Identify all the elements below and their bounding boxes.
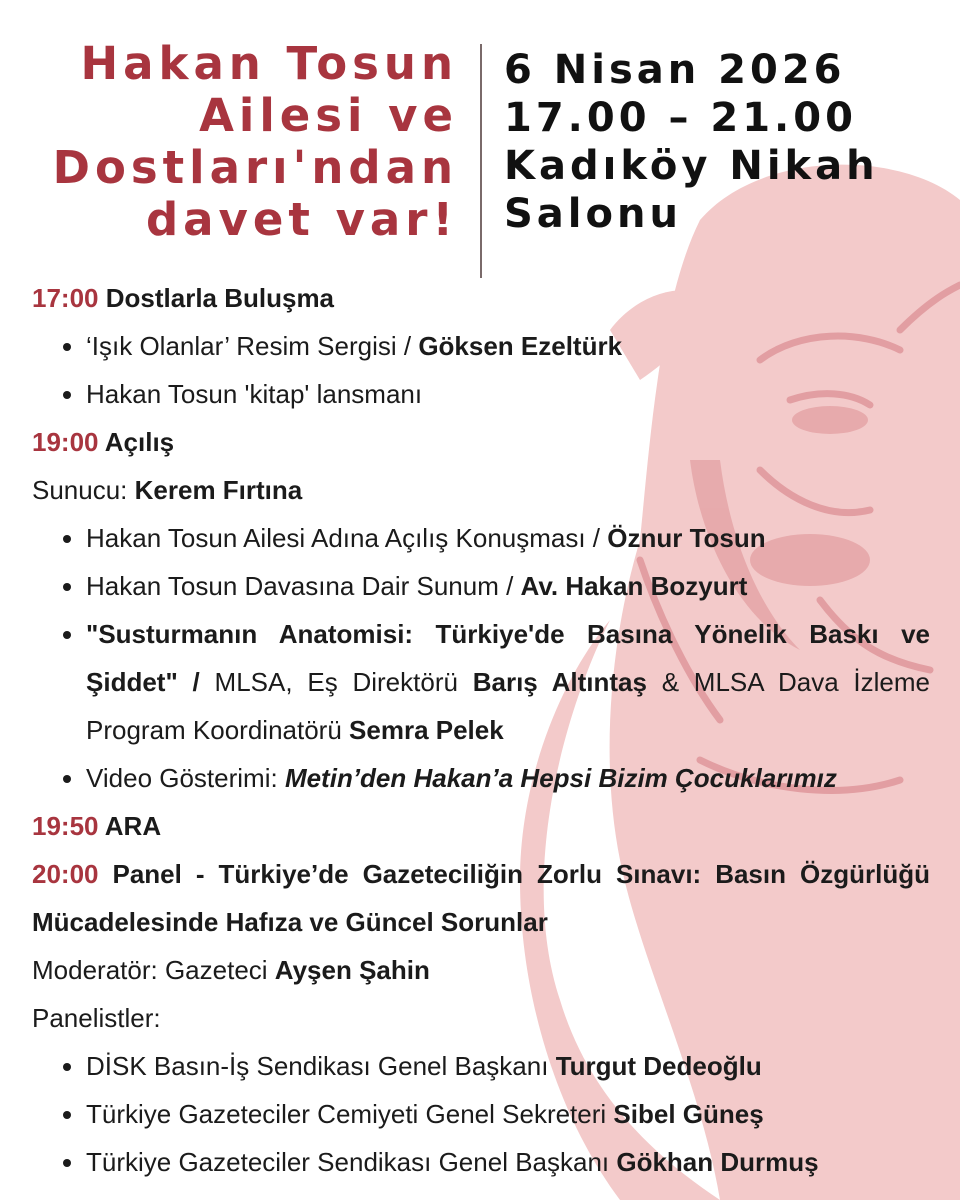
item-text: & MLSA Dava İzleme Program Koordinatörü: [86, 667, 930, 745]
program-time: 17:00: [32, 283, 106, 313]
invitation-title-line: Ailesi ve: [199, 89, 458, 142]
invitation-title-line: Dostları'ndan: [52, 141, 458, 194]
program-list: [32, 514, 930, 802]
item-text: Video Gösterimi:: [86, 763, 285, 793]
list-item: [86, 1138, 930, 1186]
item-text: Türkiye Gazeteciler Cemiyeti Genel Sekreteri: [86, 1099, 614, 1129]
program-heading: [32, 418, 930, 466]
event-venue-line: Kadıköy Nikah: [504, 143, 879, 189]
item-text: Hakan Tosun Ailesi Adına Açılış Konuşması /: [86, 523, 608, 553]
program-heading: [32, 274, 930, 322]
person-name: Av. Hakan Bozyurt: [520, 571, 748, 601]
event-date: 6 Nisan 2026: [504, 47, 846, 93]
person-name: Barış Altıntaş: [472, 667, 647, 697]
list-item: [86, 1042, 930, 1090]
talk-title: "Susturmanın Anatomisi: Türkiye'de Basına Yönelik Baskı ve Şiddet" /: [86, 619, 930, 697]
program-title: ARA: [104, 811, 162, 841]
video-title: Metin’den Hakan’a Hepsi Bizim Çocuklarımız: [284, 763, 837, 793]
list-item: [86, 610, 930, 754]
person-name: Turgut Dedeoğlu: [555, 1051, 762, 1081]
person-name: Göksen Ezeltürk: [418, 331, 623, 361]
program-title: Dostlarla Buluşma: [105, 283, 335, 313]
person-name: Sibel Güneş: [613, 1099, 764, 1129]
host-line: [32, 466, 930, 514]
person-name: Kerem Fırtına: [134, 475, 303, 505]
invitation-title-line: Hakan Tosun: [80, 37, 458, 90]
moderator-label: Moderatör: Gazeteci: [32, 955, 275, 985]
list-item: [86, 1090, 930, 1138]
program-list: [32, 322, 930, 418]
program-title: Panel - Türkiye’de Gazeteciliğin Zorlu Sınavı: Basın Özgürlüğü Mücadelesinde Hafıza ve Güncel Sorunlar: [32, 859, 930, 937]
item-text: Hakan Tosun Davasına Dair Sunum /: [86, 571, 521, 601]
list-item: [86, 754, 930, 802]
person-name: Gökhan Durmuş: [616, 1147, 819, 1177]
event-hours: 17.00 – 21.00: [504, 95, 857, 141]
panelists-label: Panelistler:: [32, 1003, 161, 1033]
list-item: [86, 514, 930, 562]
person-name: Semra Pelek: [349, 715, 504, 745]
host-label: Sunucu:: [32, 475, 135, 505]
invitation-title-line: davet var!: [145, 193, 458, 246]
item-text: MLSA, Eş Direktörü: [199, 667, 473, 697]
item-text: Türkiye Gazeteciler Sendikası Genel Başkanı: [86, 1147, 617, 1177]
program-title: Açılış: [104, 427, 175, 457]
panelist-list: [32, 1042, 930, 1186]
event-details: [504, 46, 954, 238]
invitation-title: [18, 38, 458, 246]
list-item: [86, 562, 930, 610]
program-time: 19:00: [32, 427, 105, 457]
program-heading: [32, 850, 930, 946]
person-name: Öznur Tosun: [607, 523, 766, 553]
program-time: 20:00: [32, 859, 113, 889]
header: [0, 36, 960, 280]
moderator-line: [32, 946, 930, 994]
program: [32, 274, 930, 1186]
event-venue-line: Salonu: [504, 191, 682, 237]
header-divider: [480, 44, 482, 278]
item-text: DİSK Basın-İş Sendikası Genel Başkanı: [86, 1051, 556, 1081]
program-heading: [32, 802, 930, 850]
list-item: [86, 322, 930, 370]
item-text: Hakan Tosun 'kitap' lansmanı: [86, 379, 423, 409]
item-text: ‘Işık Olanlar’ Resim Sergisi /: [86, 331, 419, 361]
person-name: Ayşen Şahin: [274, 955, 430, 985]
list-item: [86, 370, 930, 418]
program-time: 19:50: [32, 811, 105, 841]
